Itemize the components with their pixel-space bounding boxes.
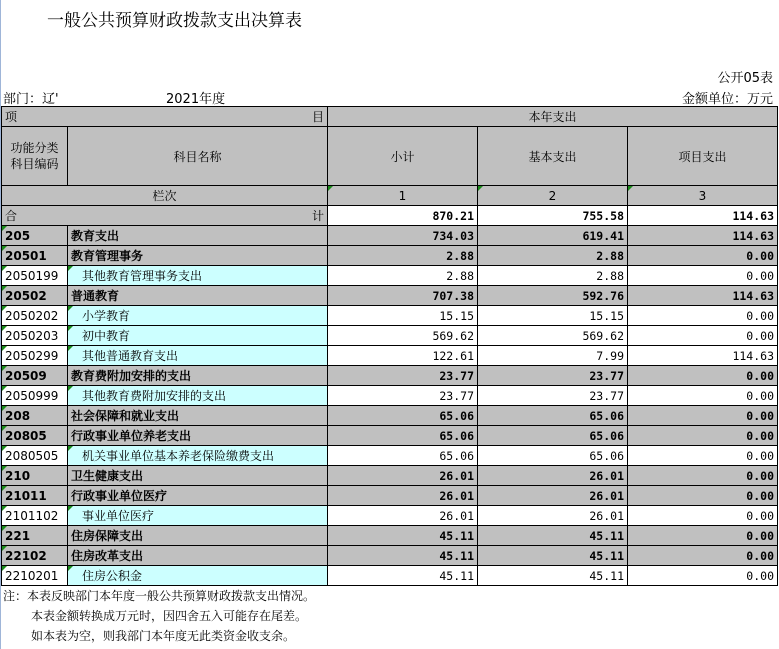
row-subtotal: 26.01: [328, 466, 478, 486]
col-index-1: 1: [328, 186, 478, 206]
notes: [3, 586, 315, 646]
table-row: [2, 546, 778, 566]
row-code: 210: [2, 466, 68, 486]
row-project: 0.00: [628, 486, 778, 506]
expenditure-table: [1, 106, 778, 586]
row-basic: 2.88: [478, 266, 628, 286]
row-project: 0.00: [628, 446, 778, 466]
note-line-2: 本表金额转换成万元时，因四舍五入可能存在尾差。: [31, 609, 308, 623]
unit-label: 金额单位：万元: [681, 92, 773, 107]
row-project: 114.63: [628, 226, 778, 246]
header-project: 项目支出: [628, 127, 778, 186]
row-basic: 619.41: [478, 226, 628, 246]
total-subtotal: 870.21: [328, 206, 478, 226]
header-xiang-mu: [2, 107, 328, 127]
row-project: 114.63: [628, 286, 778, 306]
row-basic: 45.11: [478, 546, 628, 566]
row-code: 2210201: [2, 566, 68, 586]
row-name: 初中教育: [68, 326, 328, 346]
col-index-3: 3: [628, 186, 778, 206]
form-number: 公开05表: [717, 71, 773, 86]
col-index-2: 2: [478, 186, 628, 206]
row-basic: 26.01: [478, 486, 628, 506]
row-basic: 65.06: [478, 446, 628, 466]
header-lanci: 栏次: [2, 186, 328, 206]
header-mu: 目: [311, 110, 324, 124]
header-xiang: 项: [5, 110, 18, 124]
row-subtotal: 2.88: [328, 246, 478, 266]
table-row: [2, 406, 778, 426]
row-name: 小学教育: [68, 306, 328, 326]
row-code: 2050299: [2, 346, 68, 366]
table-row: [2, 466, 778, 486]
table-row: [2, 486, 778, 506]
row-name: 普通教育: [68, 286, 328, 306]
header-current-year-expenditure: 本年支出: [328, 107, 778, 127]
row-project: 0.00: [628, 526, 778, 546]
row-subtotal: 569.62: [328, 326, 478, 346]
total-label: 合 计: [2, 206, 328, 226]
table-row: [2, 366, 778, 386]
table-row: [2, 346, 778, 366]
table-row: [2, 306, 778, 326]
row-code: 2050202: [2, 306, 68, 326]
row-code: 2050999: [2, 386, 68, 406]
row-name: 事业单位医疗: [68, 506, 328, 526]
header-code: 功能分类 科目编码: [2, 127, 68, 186]
row-code: 2050203: [2, 326, 68, 346]
table-row: [2, 526, 778, 546]
row-basic: 45.11: [478, 526, 628, 546]
total-project: 114.63: [628, 206, 778, 226]
table-row: [2, 286, 778, 306]
year-label: 2021年度: [166, 92, 226, 107]
row-basic: 2.88: [478, 246, 628, 266]
table-row: [2, 246, 778, 266]
row-name: 其他教育费附加安排的支出: [68, 386, 328, 406]
row-subtotal: 65.06: [328, 406, 478, 426]
row-subtotal: 45.11: [328, 566, 478, 586]
row-name: 教育支出: [68, 226, 328, 246]
row-project: 0.00: [628, 546, 778, 566]
table-row: [2, 566, 778, 586]
row-basic: 23.77: [478, 386, 628, 406]
row-basic: 65.06: [478, 406, 628, 426]
row-code: 205: [2, 226, 68, 246]
row-code: 208: [2, 406, 68, 426]
row-project: 0.00: [628, 306, 778, 326]
header-basic: 基本支出: [478, 127, 628, 186]
row-subtotal: 2.88: [328, 266, 478, 286]
table-body: [2, 226, 778, 586]
row-subtotal: 45.11: [328, 526, 478, 546]
row-code: 21011: [2, 486, 68, 506]
row-project: 0.00: [628, 506, 778, 526]
row-subtotal: 26.01: [328, 486, 478, 506]
row-subtotal: 26.01: [328, 506, 478, 526]
row-code: 2101102: [2, 506, 68, 526]
row-name: 住房公积金: [68, 566, 328, 586]
table-row: [2, 506, 778, 526]
row-basic: 592.76: [478, 286, 628, 306]
row-project: 0.00: [628, 246, 778, 266]
row-name: 住房保障支出: [68, 526, 328, 546]
table-row: [2, 386, 778, 406]
row-basic: 26.01: [478, 506, 628, 526]
row-name: 机关事业单位基本养老保险缴费支出: [68, 446, 328, 466]
header-subtotal: 小计: [328, 127, 478, 186]
row-basic: 569.62: [478, 326, 628, 346]
table-row: [2, 226, 778, 246]
row-name: 行政事业单位养老支出: [68, 426, 328, 446]
row-code: 20502: [2, 286, 68, 306]
row-subtotal: 45.11: [328, 546, 478, 566]
row-code: 20501: [2, 246, 68, 266]
table-row: [2, 326, 778, 346]
department-label: 部门：辽': [3, 92, 59, 107]
row-code: 221: [2, 526, 68, 546]
row-subtotal: 734.03: [328, 226, 478, 246]
row-subtotal: 707.38: [328, 286, 478, 306]
row-basic: 45.11: [478, 566, 628, 586]
row-basic: 65.06: [478, 426, 628, 446]
table-row: [2, 446, 778, 466]
row-subtotal: 122.61: [328, 346, 478, 366]
row-subtotal: 65.06: [328, 426, 478, 446]
row-name: 教育费附加安排的支出: [68, 366, 328, 386]
row-name: 住房改革支出: [68, 546, 328, 566]
row-project: 0.00: [628, 566, 778, 586]
total-row: [2, 206, 778, 226]
row-code: 22102: [2, 546, 68, 566]
row-subtotal: 15.15: [328, 306, 478, 326]
note-line-1: 注：本表反映部门本年度一般公共预算财政拨款支出情况。: [3, 589, 316, 603]
row-project: 0.00: [628, 266, 778, 286]
row-name: 其他教育管理事务支出: [68, 266, 328, 286]
row-project: 0.00: [628, 426, 778, 446]
row-name: 其他普通教育支出: [68, 346, 328, 366]
row-name: 行政事业单位医疗: [68, 486, 328, 506]
header-name: 科目名称: [68, 127, 328, 186]
row-code: 20805: [2, 426, 68, 446]
row-code: 20509: [2, 366, 68, 386]
table-row: [2, 426, 778, 446]
row-name: 教育管理事务: [68, 246, 328, 266]
row-basic: 26.01: [478, 466, 628, 486]
note-line-3: 如本表为空，则我部门本年度无此类资金收支余。: [31, 629, 296, 643]
row-project: 114.63: [628, 346, 778, 366]
row-name: 社会保障和就业支出: [68, 406, 328, 426]
row-code: 2080505: [2, 446, 68, 466]
table-row: [2, 266, 778, 286]
row-basic: 15.15: [478, 306, 628, 326]
total-basic: 755.58: [478, 206, 628, 226]
row-project: 0.00: [628, 366, 778, 386]
row-basic: 7.99: [478, 346, 628, 366]
row-code: 2050199: [2, 266, 68, 286]
row-project: 0.00: [628, 406, 778, 426]
page-title: 一般公共预算财政拨款支出决算表: [47, 11, 302, 31]
row-subtotal: 23.77: [328, 366, 478, 386]
row-project: 0.00: [628, 466, 778, 486]
row-project: 0.00: [628, 326, 778, 346]
row-project: 0.00: [628, 386, 778, 406]
row-name: 卫生健康支出: [68, 466, 328, 486]
row-subtotal: 65.06: [328, 446, 478, 466]
row-subtotal: 23.77: [328, 386, 478, 406]
row-basic: 23.77: [478, 366, 628, 386]
